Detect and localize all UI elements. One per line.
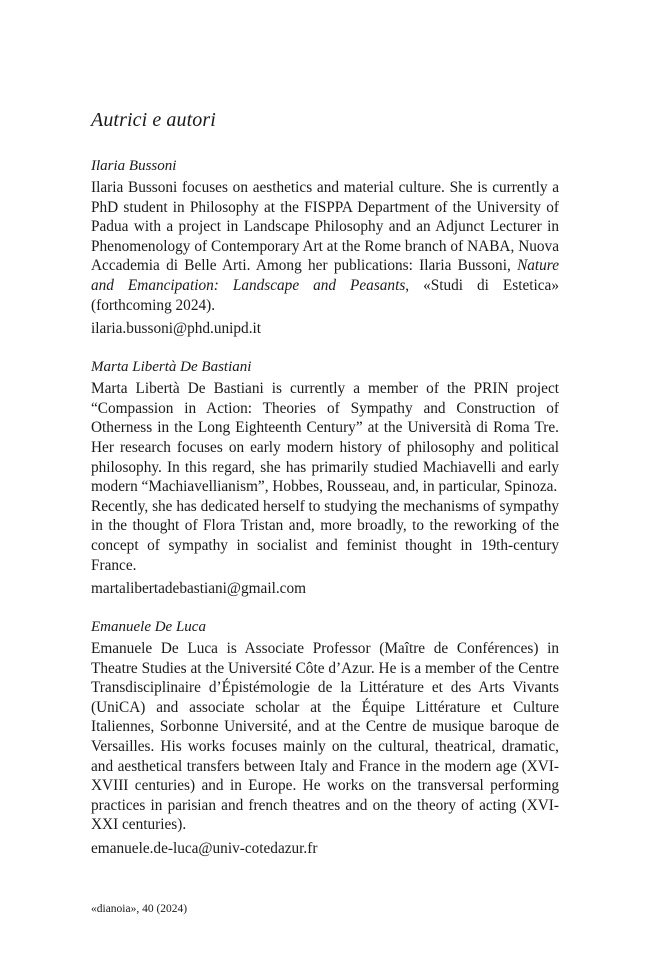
author-bio xyxy=(91,379,559,575)
section-title: Autrici e autori xyxy=(91,109,216,131)
author-bio: Emanuele De Luca is Associate Professor (Maître de Conférences) in Theatre Studies at the Université Côte d’Azur. He is a member of the Centre Transdisciplinaire d’Épistémologie de la Littérature et des Arts Vivants (UniCA) and associate scholar at the Équipe Littérature et Culture Italiennes, Sorbonne Université, and at the Centre de musique baroque de Versailles. His works focuses mainly on the cultural, theatrical, dramatic, and aesthetical transfers between Italy and France in the modern age (XVI-XVIII centuries) and in Europe. He works on the transversal performing practices in parisian and french theatres and on the theory of acting (XVI-XXI centuries). xyxy=(91,640,559,834)
page-footer: «dianoia», 40 (2024) xyxy=(91,903,188,915)
author-entry-bussoni xyxy=(91,156,559,339)
author-email: ilaria.bussoni@phd.unipd.it xyxy=(91,320,262,338)
bio-text: Ilaria Bussoni focuses on aesthetics and material culture. She is currently a PhD student in Philosophy at the FISPPA Department of the University of Padua with a project in Landscape Philosophy and an Adjunct Lecturer in Phenomenology of Contemporary Art at the Rome branch of NABA, Nuova Accademia di Belle Arti. Among her publications: Ilaria Bussoni, xyxy=(91,179,559,275)
bio-paragraph: Marta Libertà De Bastiani is currently a member of the PRIN project “Compassion in Action: Theories of Sympathy and Construction of Otherness in the Long Eighteenth Century” at the Università di Roma Tre. Her research focuses on early modern history of philosophy and political philosophy. In this regard, she has primarily studied Machiavelli and early modern “Machiavellianism”, Hobbes, Rousseau, and, in particular, Spinoza. xyxy=(91,380,559,496)
author-entry-de-bastiani xyxy=(91,357,559,599)
page-content xyxy=(91,108,559,877)
author-name: Marta Libertà De Bastiani xyxy=(91,359,252,376)
author-entry-de-luca xyxy=(91,617,559,859)
bio-text-end: , «Studi di Estetica» (forthcoming 2024). xyxy=(91,276,559,314)
author-name: Ilaria Bussoni xyxy=(91,158,177,174)
bio-paragraph: Recently, she has dedicated herself to studying the mechanisms of sympathy in the thought of Flora Tristan and, more broadly, to the reworking of the concept of sympathy in socialist and feminist thought in 19th-century France. xyxy=(91,497,559,574)
author-name: Emanuele De Luca xyxy=(91,619,206,636)
author-email: martalibertadebastiani@gmail.com xyxy=(91,580,306,598)
author-bio xyxy=(91,178,559,315)
publication-title: Nature and Emancipation: Landscape and Peasants xyxy=(91,257,559,294)
author-email: emanuele.de-luca@univ-cotedazur.fr xyxy=(91,840,318,858)
